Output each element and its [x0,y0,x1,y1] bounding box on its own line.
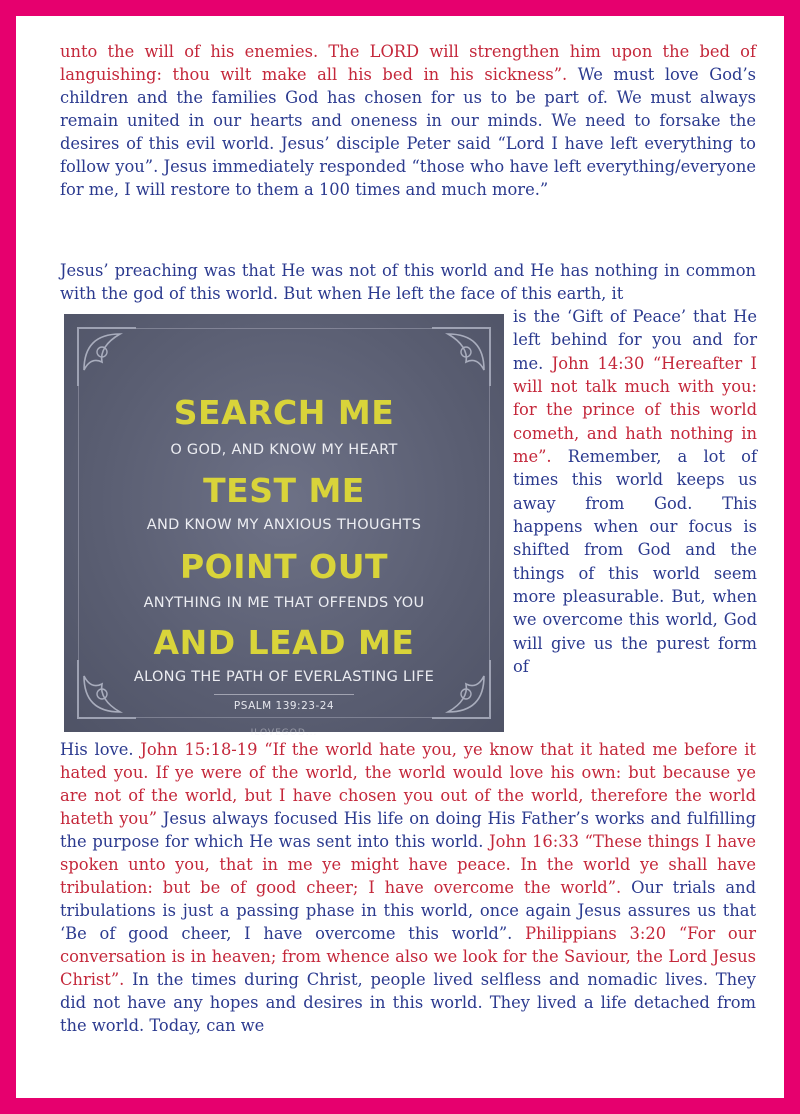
scripture-quote: Philippians 3:20 “For our conversation is in heaven; from whence also we look for the Saviour, the Lord Jesus Christ”. [60,924,756,989]
body-text: In the times during Christ, people lived selfless and nomadic lives. They did not have any hopes and desires in this world. They lived a life detached from the world. Today, can we [60,970,756,1035]
poster-reference: PSALM 139:23-24 [233,700,335,712]
body-text: We must love God’s children and the families God has chosen for us to be part of. We must always remain united in our hearts and oneness in our minds. We need to forsake the desires of this evil world. Jesus’ disciple Peter said “Lord I have left everything to follow you”. Jesus immediately responded “those who have left everything/everyone for me, I will restore to them a 100 times and much more.” [60,65,756,199]
scripture-poster [64,314,504,738]
document-page [16,16,784,1098]
scripture-quote: John 14:30 “Hereafter I will not talk much with you: for the prince of this world cometh, and hath nothing in me”. [513,353,757,467]
poster-subline: O GOD, AND KNOW MY HEART [170,442,398,458]
body-text: is the ‘Gift of Peace’ that He left behind for you and for me. [513,307,757,373]
poster-bottom-text: ILOVEGOD... [250,728,318,738]
poster-heading-point: POINT OUT [180,547,388,586]
ornament-corner-icon [72,322,142,392]
ornament-corner-icon [426,654,496,724]
paragraph-2-lead: Jesus’ preaching was that He was not of this world and He has nothing in common with the god of this world. But when He left the face of this earth, it [60,261,756,303]
body-text: His love. [60,740,141,759]
ornament-corner-icon [426,322,496,392]
poster-subline: ALONG THE PATH OF EVERLASTING LIFE [133,669,435,685]
body-text: Remember, a lot of times this world keeps us away from God. This happens when our focus is shifted from God and the things of this world seem more pleasurable. But, when we overcome this world, God will give us the purest form of [513,447,757,677]
poster-heading-lead: AND LEAD ME [153,623,415,662]
poster-heading-test: TEST ME [203,471,365,510]
poster-subline: AND KNOW MY ANXIOUS THOUGHTS [146,517,422,533]
scripture-quote: unto the will of his enemies. The LORD will strengthen him upon the bed of languishing: thou wilt make all his bed in his sickness”. [60,42,756,84]
poster-subline: ANYTHING IN ME THAT OFFENDS YOU [143,595,425,611]
body-text: Our trials and tribulations is just a passing phase in this world, once again Jesus assures us that ‘Be of good cheer, I have overcome this world”. [60,878,756,943]
scripture-quote: John 16:33 “These things I have spoken unto you, that in me ye might have peace. In the world ye shall have tribulation: but be of good cheer; I have overcome the world”. [60,832,756,897]
ornament-corner-icon [72,654,142,724]
paragraph-2-column [513,305,757,679]
paragraph-3 [60,738,756,1037]
paragraph-1 [60,40,756,201]
scripture-quote: John 15:18-19 “If the world hate you, ye know that it hated me before it hated you. If ye were of the world, the world would love his own: but because ye are not of the world, but I have chosen you out of the world, therefore the world hateth you” [60,740,756,828]
poster-divider [214,694,354,695]
body-text: Jesus always focused His life on doing His Father’s works and fulfilling the purpose for which He was sent into this world. [60,809,757,851]
poster-heading-search: SEARCH ME [173,393,395,432]
